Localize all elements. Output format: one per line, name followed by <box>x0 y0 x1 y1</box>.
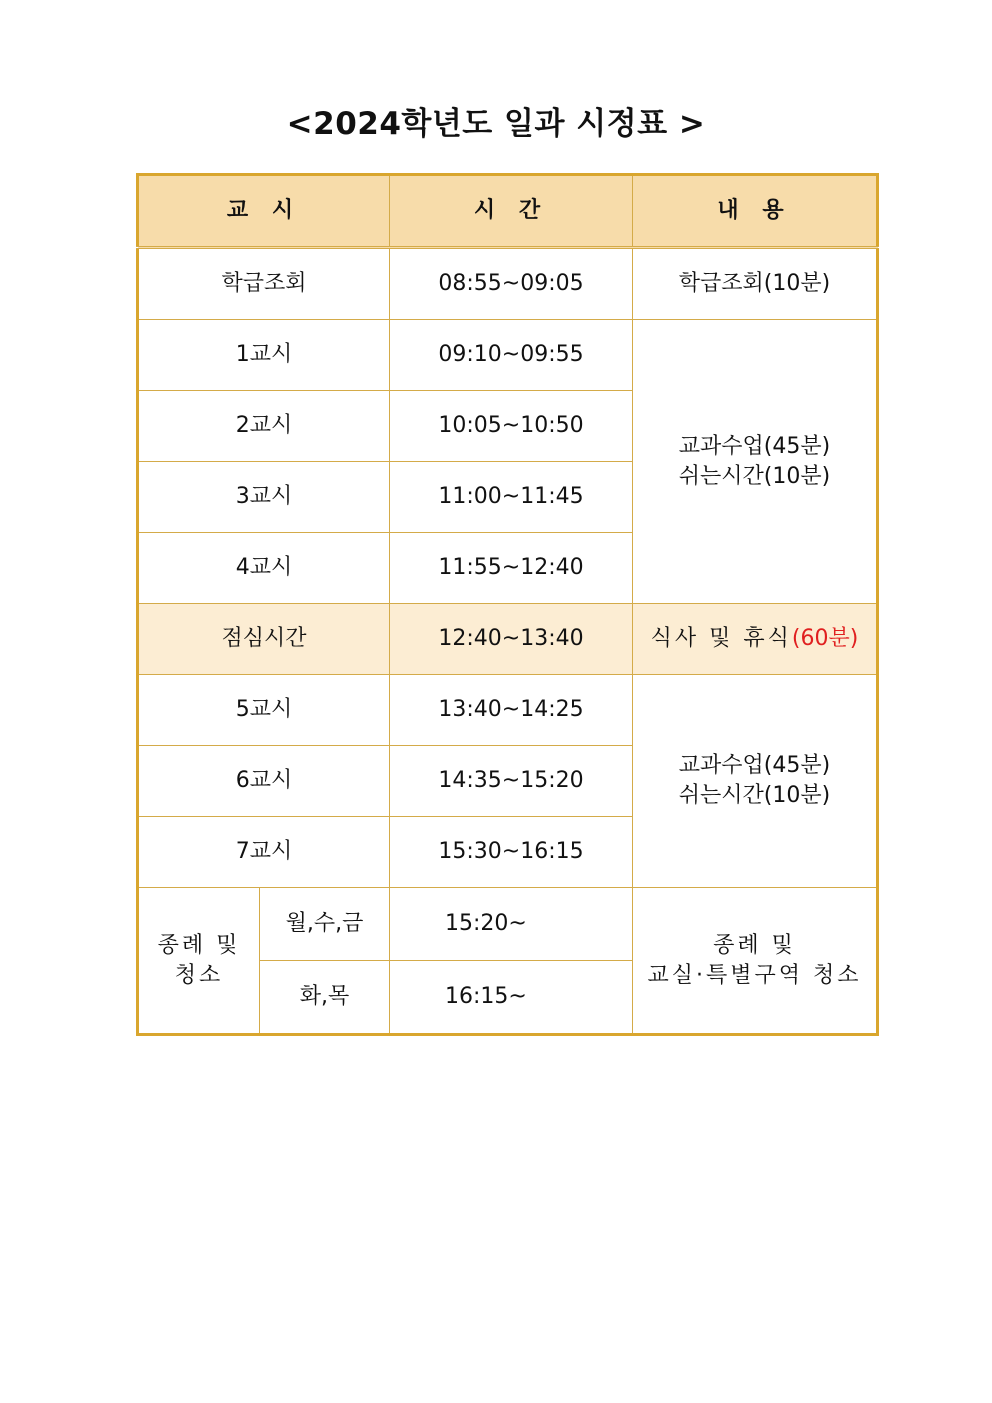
time-cell: 10:05~10:50 <box>390 391 633 462</box>
time-cell: 15:30~16:15 <box>390 817 633 888</box>
closing-content-cell <box>633 888 878 1035</box>
period-cell: 점심시간 <box>138 604 390 675</box>
content-cell: 학급조회(10분) <box>633 248 878 320</box>
period-cell: 3교시 <box>138 462 390 533</box>
period-cell: 2교시 <box>138 391 390 462</box>
header-row <box>138 175 878 248</box>
break-duration: 쉬는시간(10분) <box>678 783 831 808</box>
closing-days-cell: 월,수,금 <box>260 888 390 961</box>
page-title: <2024학년도 일과 시정표 > <box>286 106 706 142</box>
class-duration: 교과수업(45분) <box>678 753 831 778</box>
closing-days-cell: 화,목 <box>260 961 390 1035</box>
closing-label-line1: 종례 및 <box>157 932 241 958</box>
closing-row <box>138 888 878 961</box>
period-cell: 5교시 <box>138 675 390 746</box>
time-cell: 12:40~13:40 <box>390 604 633 675</box>
time-cell: 14:35~15:20 <box>390 746 633 817</box>
header-period: 교 시 <box>138 175 390 248</box>
closing-time-cell: 16:15~ <box>390 961 633 1035</box>
class-duration: 교과수업(45분) <box>678 433 831 459</box>
header-content: 내 용 <box>633 175 878 248</box>
period-cell: 6교시 <box>138 746 390 817</box>
content-cell-morning-classes <box>633 320 878 604</box>
table-row <box>138 675 878 746</box>
period-cell: 7교시 <box>138 817 390 888</box>
lunch-row <box>138 604 878 675</box>
period-cell: 학급조회 <box>138 248 390 320</box>
time-cell: 09:10~09:55 <box>390 320 633 391</box>
closing-content-line2: 교실·특별구역 청소 <box>647 962 862 988</box>
schedule-table <box>136 173 879 1036</box>
period-cell: 4교시 <box>138 533 390 604</box>
header-time: 시 간 <box>390 175 633 248</box>
lunch-duration: (60분) <box>791 626 859 651</box>
period-cell: 1교시 <box>138 320 390 391</box>
closing-time-cell: 15:20~ <box>390 888 633 961</box>
time-cell: 13:40~14:25 <box>390 675 633 746</box>
content-cell-afternoon-classes <box>633 675 878 888</box>
time-cell: 11:00~11:45 <box>390 462 633 533</box>
closing-label-line2: 청소 <box>174 962 224 988</box>
lunch-content: 식사 및 휴식 <box>650 626 792 651</box>
content-cell <box>633 604 878 675</box>
break-duration: 쉬는시간(10분) <box>678 463 831 489</box>
table-row <box>138 320 878 391</box>
time-cell: 08:55~09:05 <box>390 248 633 320</box>
closing-content-line1: 종례 및 <box>713 932 796 958</box>
table-row <box>138 248 878 320</box>
closing-label-cell <box>138 888 260 1035</box>
time-cell: 11:55~12:40 <box>390 533 633 604</box>
